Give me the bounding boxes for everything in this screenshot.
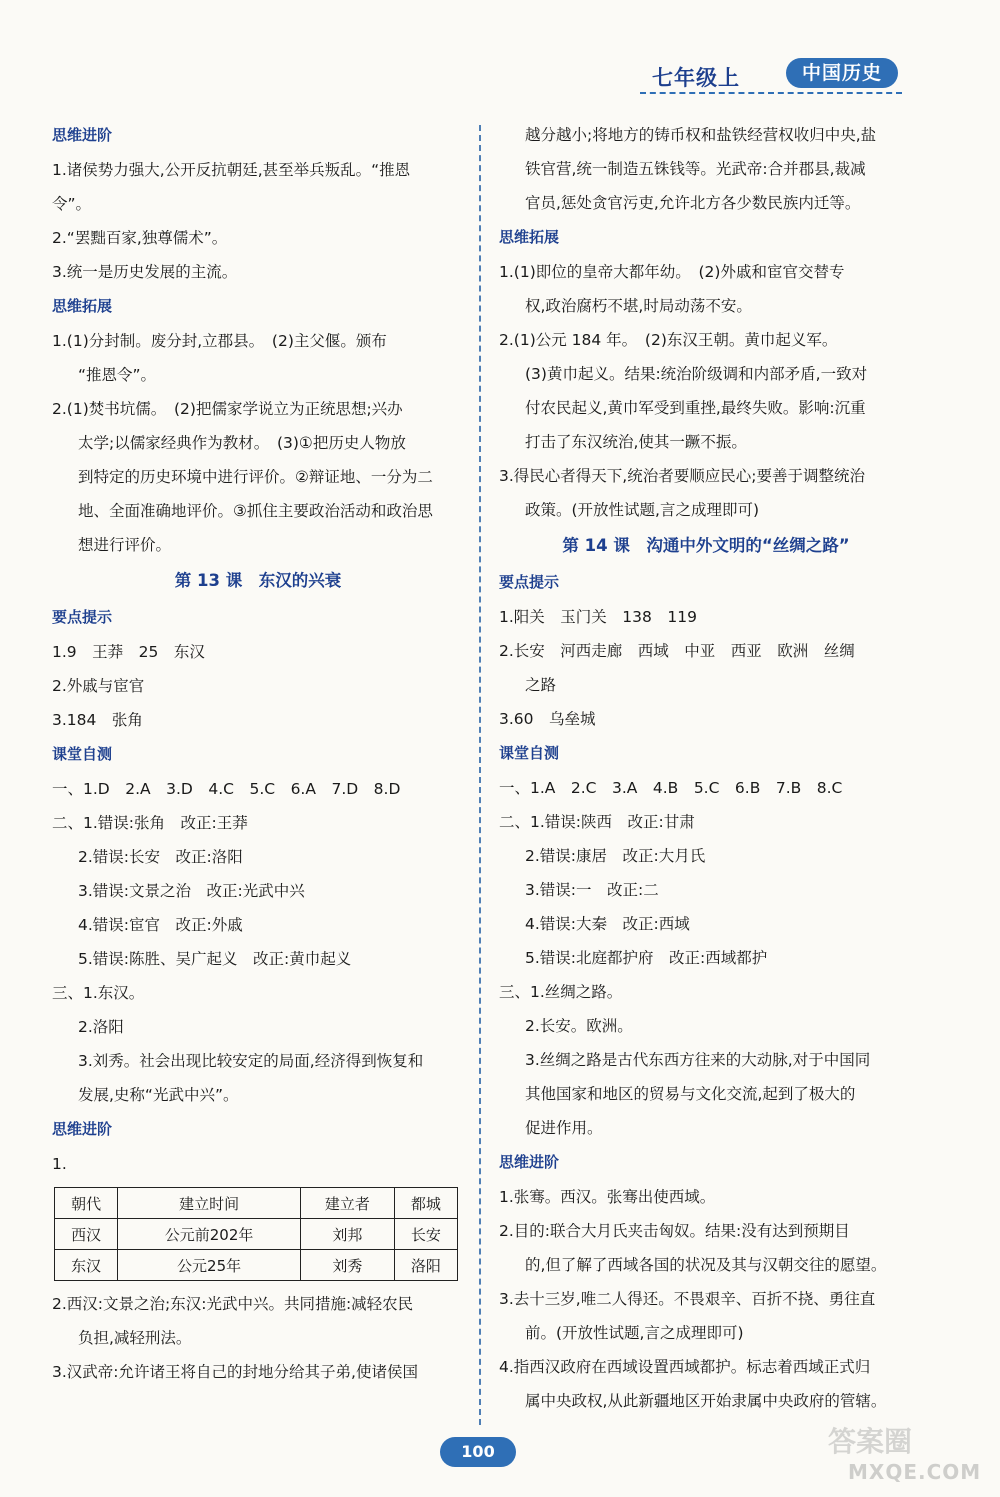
answer-line: 2.(1)公元 184 年。 (2)东汉王朝。黄巾起义军。 [499, 331, 838, 349]
answer-line: 3.60 乌垒城 [499, 710, 596, 728]
answer-line: 三、1.丝绸之路。 [499, 983, 623, 1001]
answer-line: 负担,减轻刑法。 [78, 1329, 192, 1347]
table-cell: 公元25年 [118, 1250, 301, 1281]
answer-line: “推恩令”。 [78, 366, 157, 384]
answer-line: 促进作用。 [525, 1119, 603, 1137]
table-row [55, 1219, 458, 1250]
answer-line: 1.诸侯势力强大,公开反抗朝廷,甚至举兵叛乱。“推恩 [52, 161, 411, 179]
watermark-logo: 答案圈 [828, 1425, 913, 1458]
answer-line: 3.汉武帝:允许诸王将自己的封地分给其子弟,使诸侯国 [52, 1363, 418, 1381]
answer-line: 地、全面准确地评价。③抓住主要政治活动和政治思 [78, 502, 433, 520]
answer-line: 3.统一是历史发展的主流。 [52, 263, 238, 281]
dynasty-table [54, 1187, 458, 1281]
answer-line: 1.张骞。西汉。张骞出使西域。 [499, 1188, 716, 1206]
table-header-row [55, 1188, 458, 1219]
answer-line: 一、1.A 2.C 3.A 4.B 5.C 6.B 7.B 8.C [499, 779, 843, 797]
answer-line: 权,政治腐朽不堪,时局动荡不安。 [525, 297, 752, 315]
right-column [499, 118, 913, 1418]
section-heading: 思维拓展 [499, 228, 560, 246]
answer-line: 1.阳关 玉门关 138 119 [499, 608, 697, 626]
answer-line: 1.9 王莽 25 东汉 [52, 643, 205, 661]
table-cell: 东汉 [55, 1250, 118, 1281]
answer-line: 打击了东汉统治,使其一蹶不振。 [525, 433, 747, 451]
answer-line: 2.洛阳 [78, 1018, 124, 1036]
answer-line: 2.错误:长安 改正:洛阳 [78, 848, 243, 866]
answer-line: 二、1.错误:张角 改正:王莽 [52, 814, 248, 832]
page-number: 100 [440, 1437, 516, 1467]
answer-line: 铁官营,统一制造五铢钱等。光武帝:合并郡县,裁减 [525, 160, 866, 178]
answer-line: 3.刘秀。社会出现比较安定的局面,经济得到恢复和 [78, 1052, 424, 1070]
section-heading: 思维进阶 [499, 1153, 560, 1171]
answer-line: 想进行评价。 [78, 536, 172, 554]
answer-line: 发展,史称“光武中兴”。 [78, 1086, 239, 1104]
answer-line: 2.长安。欧洲。 [525, 1017, 633, 1035]
answer-line: 三、1.东汉。 [52, 984, 145, 1002]
answer-line: (3)黄巾起义。结果:统治阶级调和内部矛盾,一致对 [525, 365, 868, 383]
grade-label: 七年级上 [652, 66, 740, 90]
answer-line: 政策。(开放性试题,言之成理即可) [525, 501, 760, 519]
answer-line: 到特定的历史环境中进行评价。②辩证地、一分为二 [78, 468, 433, 486]
answer-line: 3.184 张角 [52, 711, 143, 729]
answer-line: 2.外戚与宦官 [52, 677, 145, 695]
column-divider [479, 125, 481, 1425]
table-header-cell: 朝代 [55, 1188, 118, 1219]
answer-line: 前。(开放性试题,言之成理即可) [525, 1324, 744, 1342]
answer-line: 其他国家和地区的贸易与文化交流,起到了极大的 [525, 1085, 856, 1103]
section-heading: 课堂自测 [499, 744, 560, 762]
answer-line: 4.错误:大秦 改正:西域 [525, 915, 690, 933]
section-heading: 要点提示 [52, 608, 113, 626]
lesson-title: 第 13 课 东汉的兴衰 [174, 571, 342, 590]
answer-line: 的,但了解了西域各国的状况及其与汉朝交往的愿望。 [525, 1256, 887, 1274]
answer-line: 越分越小;将地方的铸币权和盐铁经营权收归中央,盐 [525, 126, 877, 144]
answer-line: 令”。 [52, 195, 92, 213]
answer-line: 官员,惩处贪官污吏,允许北方各少数民族内迁等。 [525, 194, 861, 212]
section-heading: 思维进阶 [52, 1120, 113, 1138]
answer-line: 4.错误:宦官 改正:外戚 [78, 916, 243, 934]
table-cell: 长安 [394, 1219, 457, 1250]
section-heading: 思维拓展 [52, 297, 113, 315]
answer-line: 2.错误:康居 改正:大月氏 [525, 847, 706, 865]
answer-line: 一、1.D 2.A 3.D 4.C 5.C 6.A 7.D 8.D [52, 780, 401, 798]
answer-line: 2.“罢黜百家,独尊儒术”。 [52, 229, 228, 247]
answer-line: 1. [52, 1155, 67, 1173]
answer-line: 2.长安 河西走廊 西域 中亚 西亚 欧洲 丝绸 [499, 642, 855, 660]
answer-line: 3.错误:一 改正:二 [525, 881, 659, 899]
section-heading: 要点提示 [499, 573, 560, 591]
answer-line: 3.去十三岁,唯二人得还。不畏艰辛、百折不挠、勇往直 [499, 1290, 876, 1308]
section-heading: 思维进阶 [52, 126, 113, 144]
answer-line: 1.(1)分封制。废分封,立郡县。 (2)主父偃。颁布 [52, 332, 387, 350]
answer-line: 3.丝绸之路是古代东西方往来的大动脉,对于中国同 [525, 1051, 871, 1069]
answer-line: 2.(1)焚书坑儒。 (2)把儒家学说立为正统思想;兴办 [52, 400, 403, 418]
answer-line: 二、1.错误:陕西 改正:甘肃 [499, 813, 695, 831]
answer-line: 2.目的:联合大月氏夹击匈奴。结果:没有达到预期目 [499, 1222, 850, 1240]
answer-line: 4.指西汉政府在西域设置西域都护。标志着西域正式归 [499, 1358, 871, 1376]
table-cell: 刘秀 [300, 1250, 394, 1281]
answer-line: 3.得民心者得天下,统治者要顺应民心;要善于调整统治 [499, 467, 865, 485]
table-cell: 刘邦 [300, 1219, 394, 1250]
answer-line: 2.西汉:文景之治;东汉:光武中兴。共同措施:减轻农民 [52, 1295, 414, 1313]
header-rule [640, 92, 902, 94]
answer-line: 付农民起义,黄巾军受到重挫,最终失败。影响:沉重 [525, 399, 866, 417]
page-header [640, 58, 910, 100]
table-row [55, 1250, 458, 1281]
answer-line: 太学;以儒家经典作为教材。 (3)①把历史人物放 [78, 434, 406, 452]
answer-line: 5.错误:陈胜、吴广起义 改正:黄巾起义 [78, 950, 352, 968]
answer-line: 之路 [525, 676, 557, 694]
table-cell: 公元前202年 [118, 1219, 301, 1250]
lesson-title: 第 14 课 沟通中外文明的“丝绸之路” [562, 536, 850, 555]
table-header-cell: 建立者 [300, 1188, 394, 1219]
table-cell: 西汉 [55, 1219, 118, 1250]
left-column [52, 118, 464, 1389]
answer-line: 5.错误:北庭都护府 改正:西域都护 [525, 949, 768, 967]
watermark-url: MXQE.COM [848, 1460, 982, 1484]
table-cell: 洛阳 [394, 1250, 457, 1281]
subject-badge: 中国历史 [786, 58, 898, 88]
answer-line: 1.(1)即位的皇帝大都年幼。 (2)外戚和宦官交替专 [499, 263, 845, 281]
answer-line: 3.错误:文景之治 改正:光武中兴 [78, 882, 305, 900]
table-header-cell: 建立时间 [118, 1188, 301, 1219]
table-header-cell: 都城 [394, 1188, 457, 1219]
section-heading: 课堂自测 [52, 745, 113, 763]
answer-line: 属中央政权,从此新疆地区开始隶属中央政府的管辖。 [525, 1392, 887, 1410]
